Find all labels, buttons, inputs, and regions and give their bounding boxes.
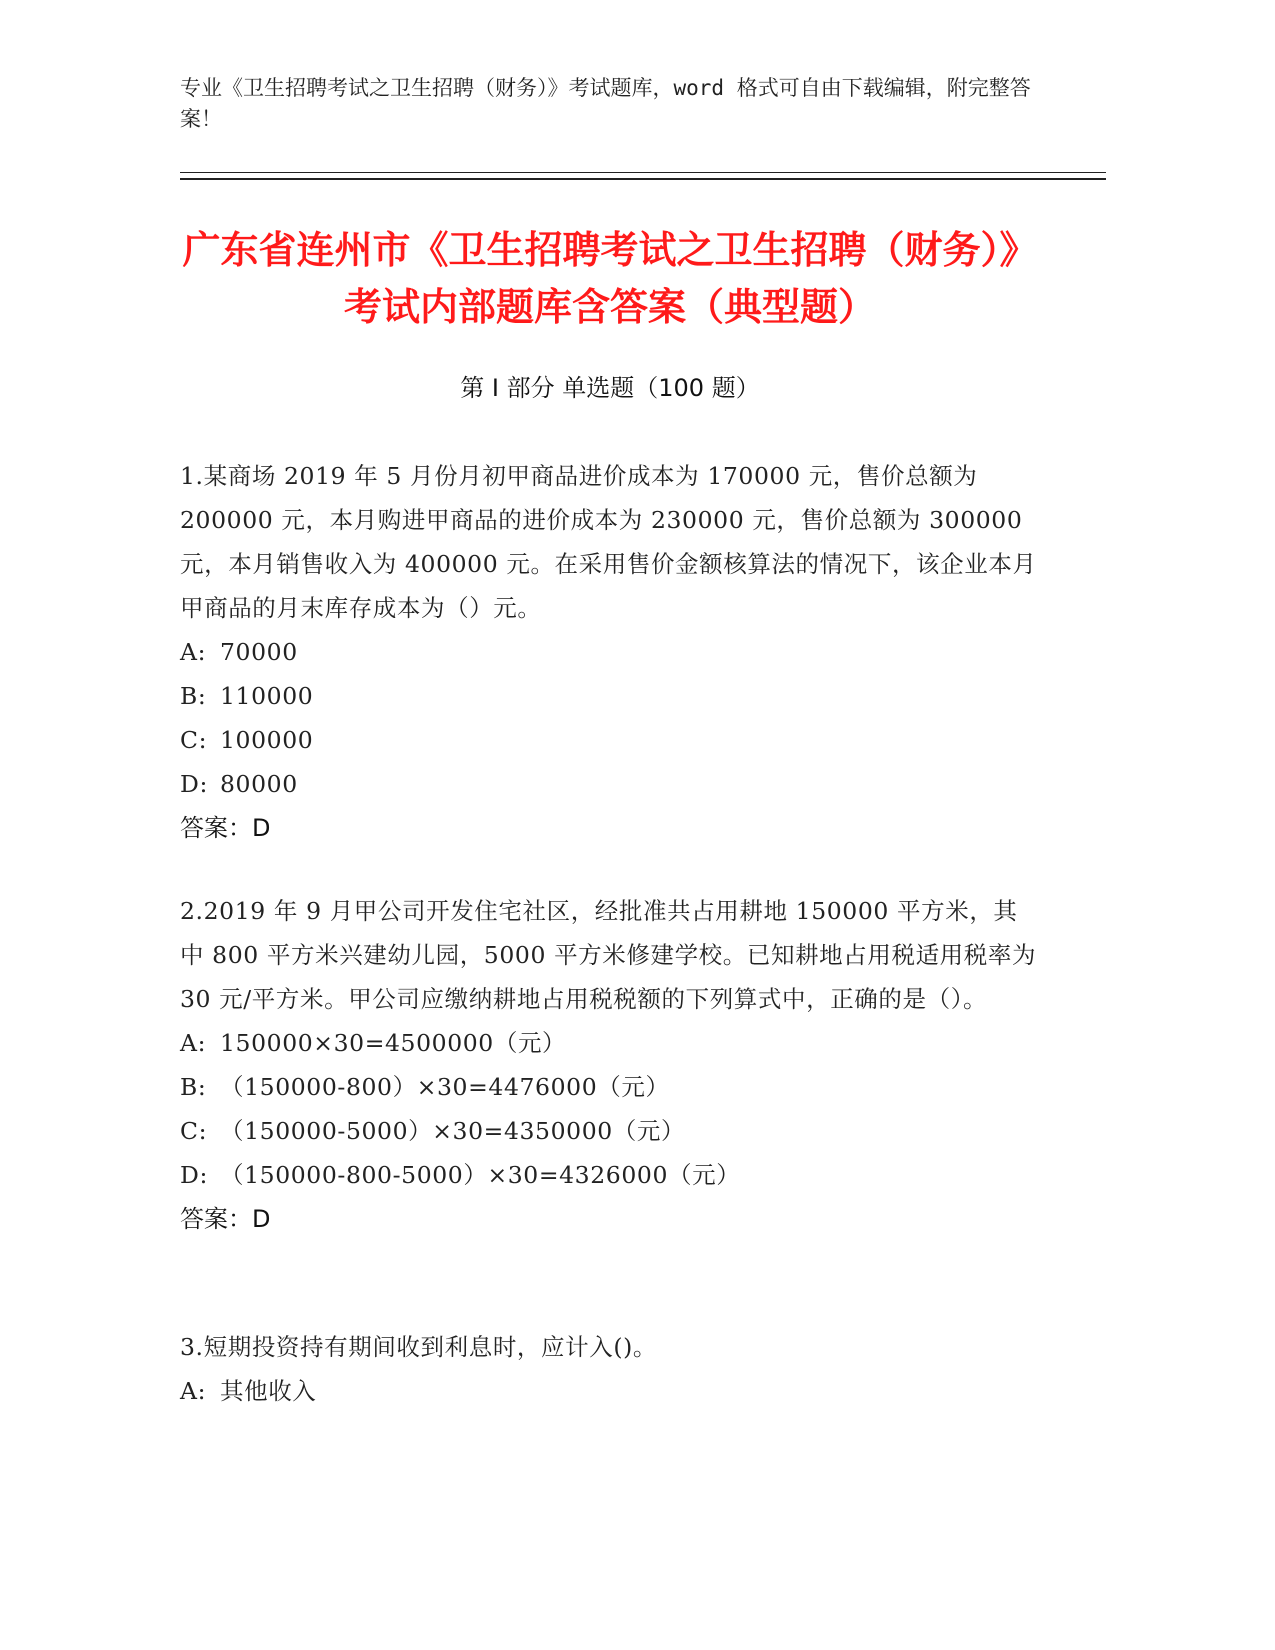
- option-c: [180, 718, 1040, 762]
- option-label: D:: [180, 770, 208, 798]
- option-text: （150000-800-5000）×30=4326000（元）: [220, 1161, 741, 1189]
- option-d: [180, 762, 1040, 806]
- option-b: [180, 1065, 1040, 1109]
- option-text: 100000: [220, 726, 314, 754]
- section-title: 第 I 部分 单选题（100 题）: [460, 374, 760, 402]
- question-text: 3.短期投资持有期间收到利息时，应计入()。: [180, 1333, 657, 1361]
- option-label: A:: [180, 1377, 207, 1405]
- option-text: 70000: [220, 638, 298, 666]
- answer-line: 答案：D: [180, 814, 271, 842]
- option-label: A:: [180, 638, 207, 666]
- option-label: A:: [180, 1029, 207, 1057]
- option-text: 110000: [220, 682, 314, 710]
- answer-line: 答案：D: [180, 1205, 271, 1233]
- option-text: （150000-5000）×30=4350000（元）: [220, 1117, 686, 1145]
- option-d: [180, 1153, 1040, 1197]
- document-title: 广东省连州市《卫生招聘考试之卫生招聘（财务）》考试内部题库含答案（典型题）: [182, 228, 1038, 329]
- option-text: 150000×30=4500000（元）: [220, 1029, 567, 1057]
- option-c: [180, 1109, 1040, 1153]
- question-1: [180, 454, 1040, 850]
- option-label: B:: [180, 682, 207, 710]
- option-text: 80000: [220, 770, 298, 798]
- option-a: [180, 1021, 1040, 1065]
- option-b: [180, 674, 1040, 718]
- option-label: D:: [180, 1161, 208, 1189]
- header-note: 专业《卫生招聘考试之卫生招聘（财务）》考试题库，word 格式可自由下载编辑，附完整答案！: [180, 76, 1031, 131]
- question-2: [180, 889, 1040, 1241]
- header-divider-thick: [180, 178, 1106, 180]
- option-label: B:: [180, 1073, 207, 1101]
- option-a: [180, 630, 1040, 674]
- option-label: C:: [180, 726, 208, 754]
- question-3: [180, 1325, 1040, 1413]
- header-divider-thin: [180, 172, 1106, 173]
- option-label: C:: [180, 1117, 208, 1145]
- option-text: 其他收入: [220, 1377, 317, 1405]
- question-text: 2.2019 年 9 月甲公司开发住宅社区，经批准共占用耕地 150000 平方米，其中 800 平方米兴建幼儿园，5000 平方米修建学校。已知耕地占用税适用税率为 30 元/平方米。甲公司应缴纳耕地占用税税额的下列算式中，正确的是（）。: [180, 897, 1037, 1013]
- question-text: 1.某商场 2019 年 5 月份月初甲商品进价成本为 170000 元，售价总额为 200000 元，本月购进甲商品的进价成本为 230000 元，售价总额为 300000 元，本月销售收入为 400000 元。在采用售价金额核算法的情况下，该企业本月甲商品的月末库存成本为（）元。: [180, 462, 1037, 622]
- option-text: （150000-800）×30=4476000（元）: [220, 1073, 670, 1101]
- option-a: [180, 1369, 1040, 1413]
